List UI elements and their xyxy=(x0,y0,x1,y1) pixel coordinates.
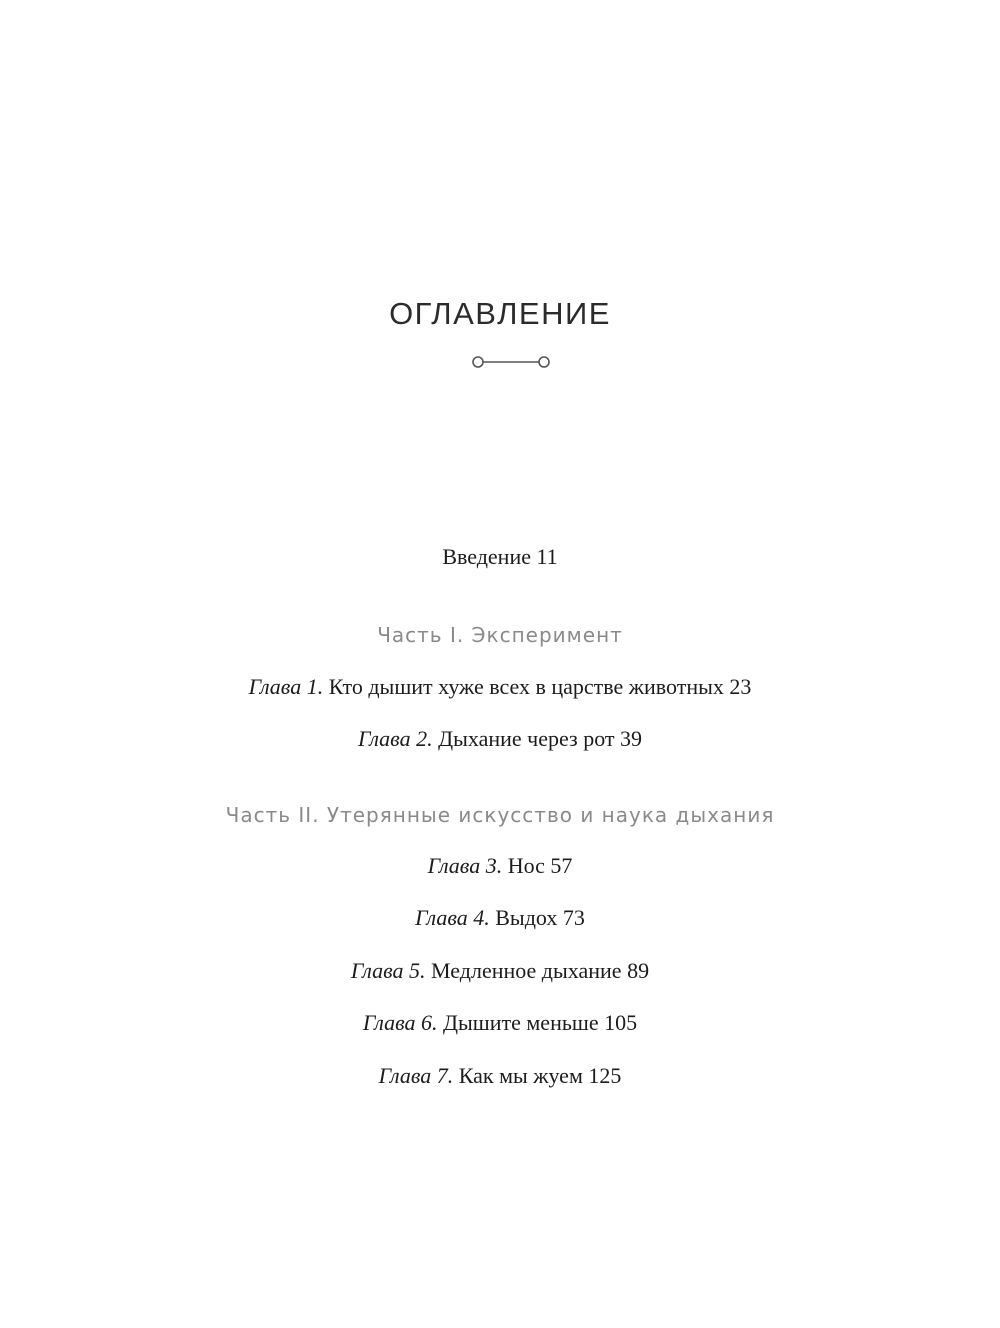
chapter-page-number: 125 xyxy=(588,1063,622,1088)
part-heading-1: Часть I. Эксперимент xyxy=(377,623,623,647)
chapter-title: Выдох xyxy=(495,905,558,930)
toc-entry-chapter-4[interactable] xyxy=(0,905,1000,931)
toc-entry-chapter-2[interactable] xyxy=(0,726,1000,752)
chapter-title: Дышите меньше xyxy=(443,1010,599,1035)
chapter-title: Кто дышит хуже всех в царстве животных xyxy=(328,674,724,699)
chapter-page-number: 105 xyxy=(604,1010,638,1035)
toc-entry-intro[interactable] xyxy=(0,544,1000,570)
entry-page-number: 11 xyxy=(536,544,558,569)
part-heading-2: Часть II. Утерянные искусство и наука дыхания xyxy=(225,803,775,827)
toc-entry-chapter-5[interactable] xyxy=(0,958,1000,984)
chapter-page-number: 23 xyxy=(729,674,752,699)
page-title: ОГЛАВЛЕНИЕ xyxy=(389,296,611,331)
chapter-title: Нос xyxy=(507,853,545,878)
chapter-page-number: 57 xyxy=(550,853,573,878)
chapter-title: Как мы жуем xyxy=(458,1063,583,1088)
toc-entry-chapter-6[interactable] xyxy=(0,1010,1000,1036)
chapter-label: Глава 2. xyxy=(357,726,433,751)
entry-title: Введение xyxy=(442,544,531,569)
chapter-title: Медленное дыхание xyxy=(431,958,622,983)
chapter-label: Глава 7. xyxy=(378,1063,454,1088)
chapter-page-number: 39 xyxy=(620,726,643,751)
chapter-label: Глава 6. xyxy=(362,1010,438,1035)
toc-entry-chapter-7[interactable] xyxy=(0,1063,1000,1089)
chapter-title: Дыхание через рот xyxy=(438,726,615,751)
chapter-page-number: 73 xyxy=(562,905,585,930)
chapter-page-number: 89 xyxy=(627,958,650,983)
toc-entry-chapter-3[interactable] xyxy=(0,853,1000,879)
chapter-label: Глава 5. xyxy=(350,958,426,983)
toc-entry-chapter-1[interactable] xyxy=(0,674,1000,700)
chapter-label: Глава 4. xyxy=(415,905,490,930)
divider-ornament-icon xyxy=(470,353,552,371)
chapter-label: Глава 3. xyxy=(427,853,503,878)
chapter-label: Глава 1. xyxy=(248,674,324,699)
